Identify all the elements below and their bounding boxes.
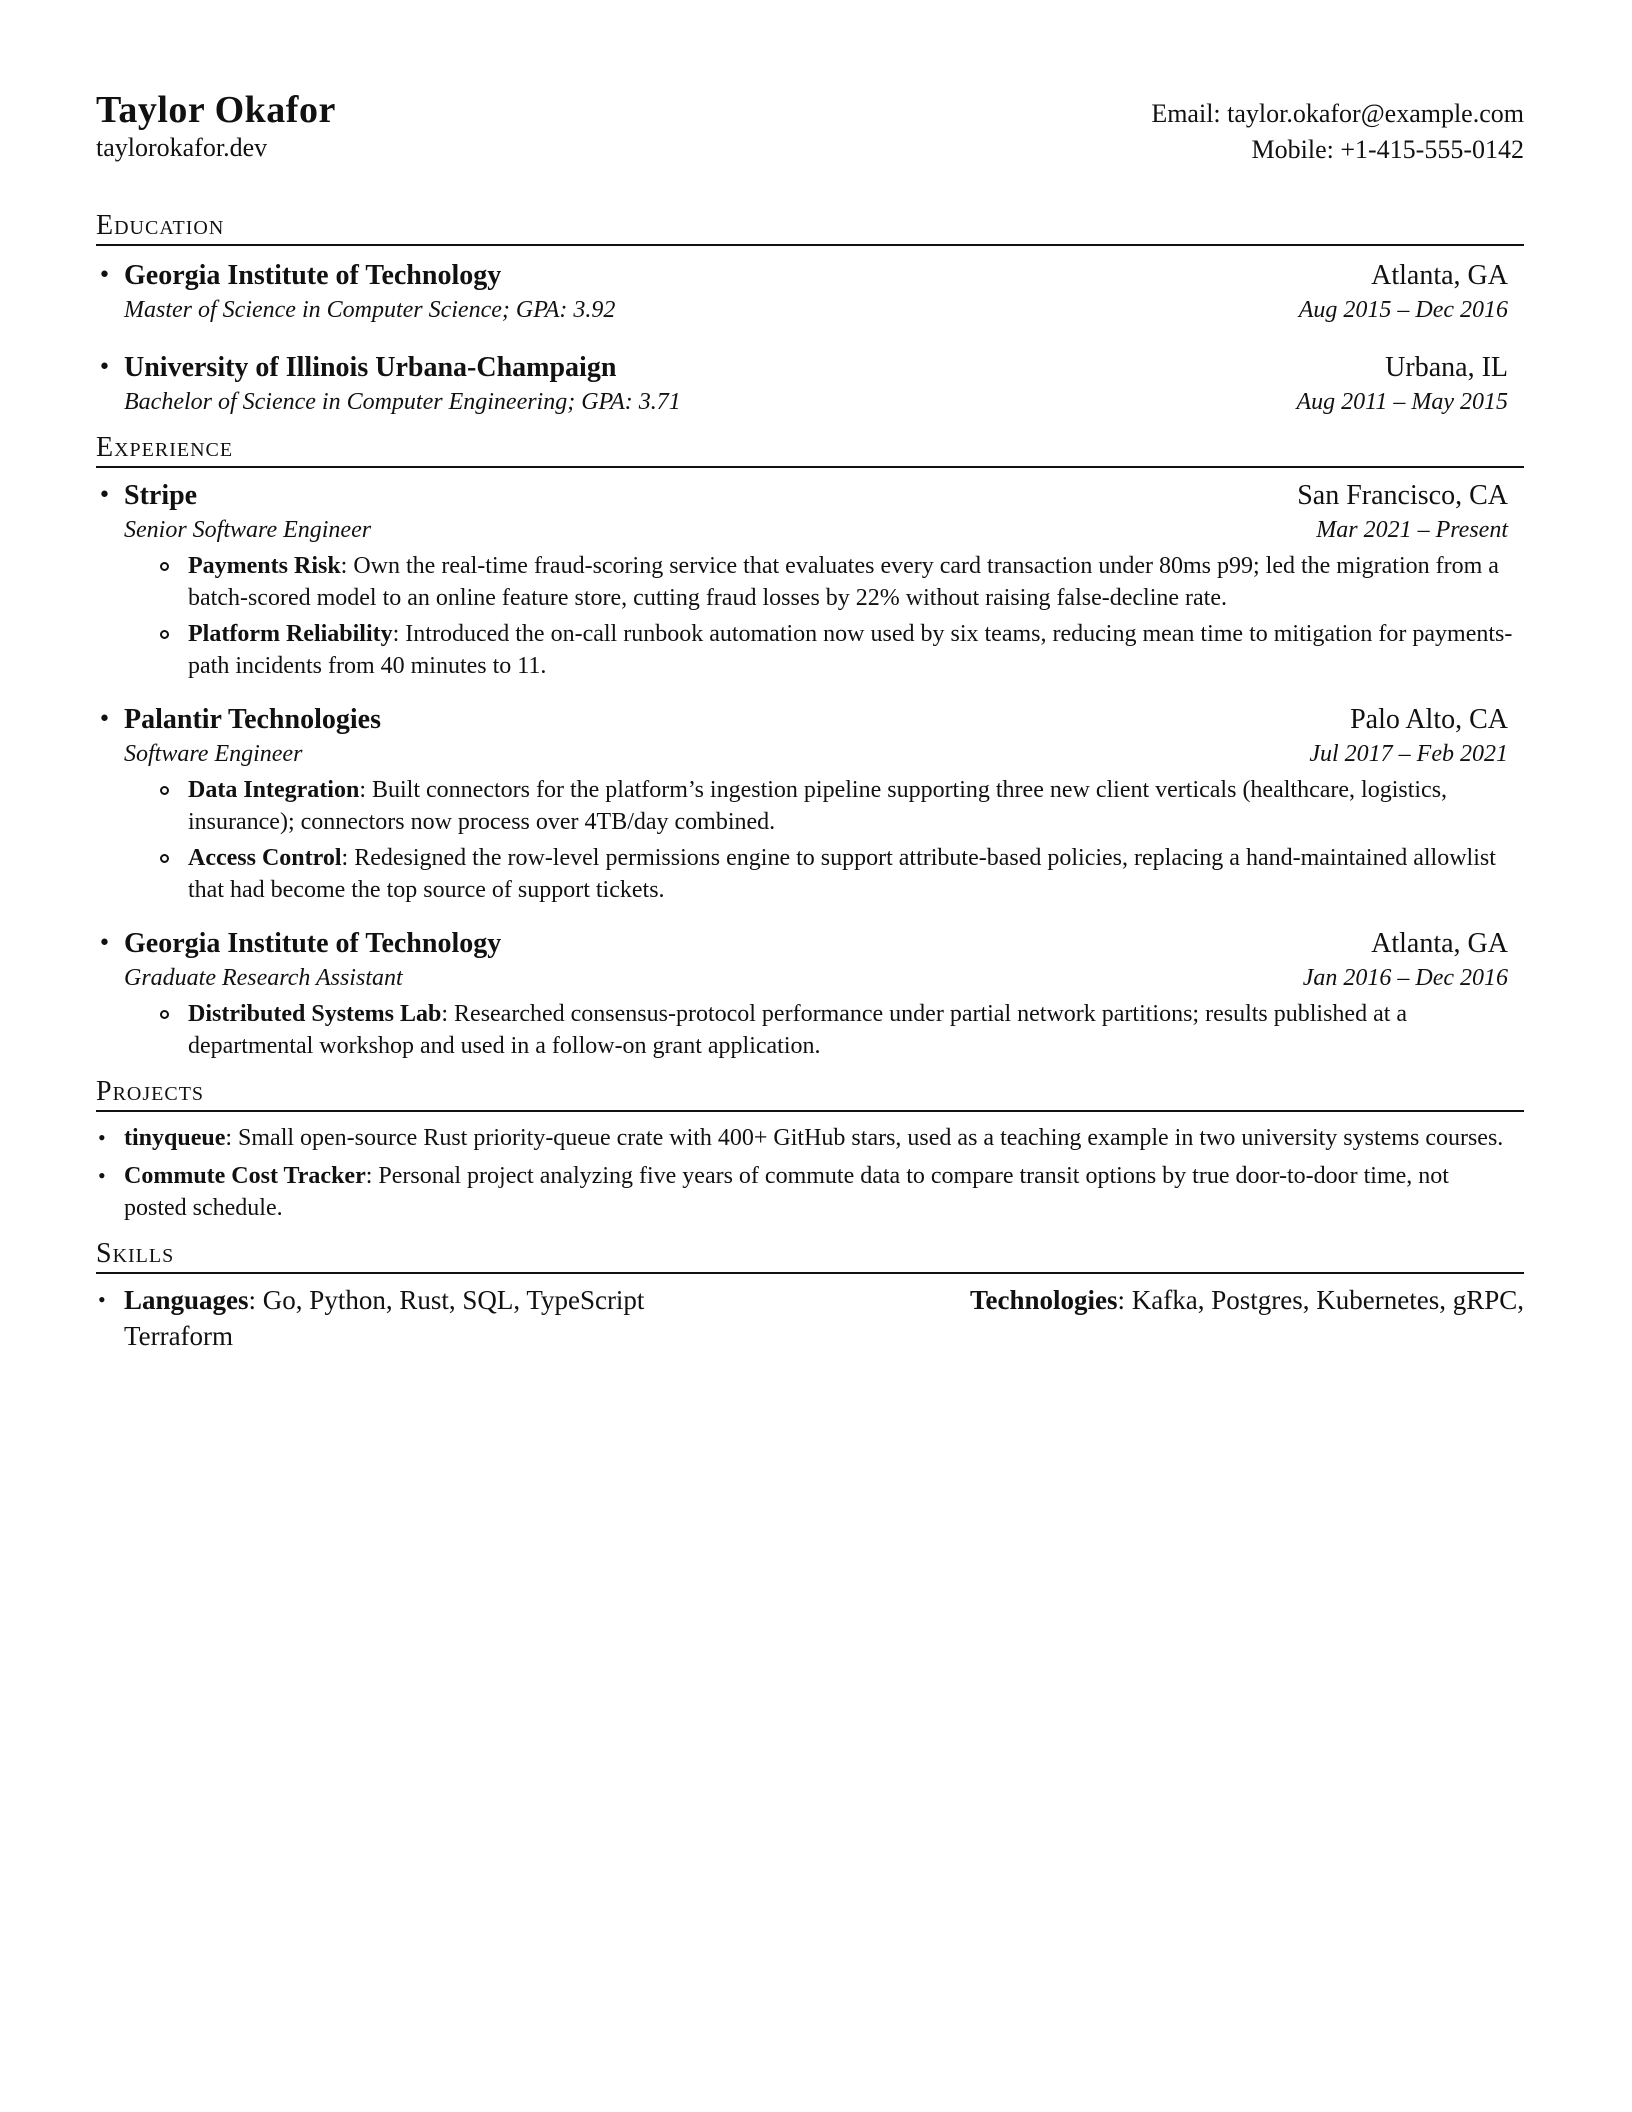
section-heading-projects: Projects xyxy=(96,1076,1524,1112)
achievement-list xyxy=(124,550,1513,682)
achievement-item xyxy=(160,998,1524,1062)
bullet-icon: • xyxy=(98,931,111,956)
date-range: Aug 2011 – May 2015 xyxy=(1296,389,1508,415)
experience-entry xyxy=(96,478,1524,682)
job-title: Senior Software Engineer xyxy=(124,517,372,543)
achievement-text: : Built connectors for the platform’s ingestion pipeline supporting three new client verticals (healthcare, logistics, insurance); connectors now process over 4TB/day combined. xyxy=(188,777,1448,835)
experience-entry xyxy=(96,926,1524,1062)
education-entry xyxy=(96,350,1524,418)
skills-item xyxy=(96,1282,1524,1354)
date-range: Jan 2016 – Dec 2016 xyxy=(1302,965,1508,991)
achievement-text: : Researched consensus-protocol performance under partial network partitions; results published at a departmental workshop and used in a follow-on grant application. xyxy=(188,1001,1408,1059)
candidate-name: Taylor Okafor xyxy=(96,89,336,131)
date-range: Aug 2015 – Dec 2016 xyxy=(1298,297,1508,323)
hollow-bullet-icon xyxy=(160,854,169,863)
technologies-label: Technologies xyxy=(970,1285,1118,1315)
school-name: University of Illinois Urbana-Champaign xyxy=(124,352,617,383)
school-name: Georgia Institute of Technology xyxy=(124,260,502,291)
bullet-icon: • xyxy=(98,263,111,288)
achievement-item xyxy=(160,550,1524,614)
company-name: Palantir Technologies xyxy=(124,704,381,735)
education-entry xyxy=(96,258,1524,326)
bullet-icon: • xyxy=(98,355,111,380)
mobile-line: Mobile: +1-415-555-0142 xyxy=(1251,135,1524,164)
section-heading-experience: Experience xyxy=(96,432,1524,468)
bullet-icon: • xyxy=(98,707,111,732)
hollow-bullet-icon xyxy=(160,786,169,795)
achievement-item xyxy=(160,842,1524,906)
company-name: Stripe xyxy=(124,480,198,511)
languages-list: : Go, Python, Rust, SQL, TypeScript xyxy=(248,1285,645,1315)
website-link[interactable]: taylorokafor.dev xyxy=(96,133,268,162)
school-location: Atlanta, GA xyxy=(1371,260,1508,291)
bullet-icon: • xyxy=(98,1163,106,1188)
experience-entry xyxy=(96,702,1524,906)
achievement-text: : Own the real-time fraud-scoring service that evaluates every card transaction under 80ms p99; led the migration from a batch-scored model to an online feature store, cutting fraud losses by 22% without raising false-decline rate. xyxy=(188,553,1499,611)
company-name: Georgia Institute of Technology xyxy=(124,928,502,959)
project-description: : Small open-source Rust priority-queue crate with 400+ GitHub stars, used as a teaching example in two university systems courses. xyxy=(225,1125,1504,1151)
resume-header xyxy=(96,90,1524,168)
hollow-bullet-icon xyxy=(160,562,169,571)
company-location: Palo Alto, CA xyxy=(1350,704,1508,735)
achievement-item xyxy=(160,774,1524,838)
experience-list xyxy=(96,478,1524,1062)
contact-block xyxy=(1151,96,1524,168)
school-location: Urbana, IL xyxy=(1385,352,1508,383)
resume-page xyxy=(96,90,1524,1354)
achievement-list xyxy=(124,774,1508,906)
languages-skill xyxy=(124,1282,644,1318)
achievement-text: : Introduced the on-call runbook automation now used by six teams, reducing mean time to mitigation for payments-path incidents from 40 minutes to 11. xyxy=(188,621,1513,679)
section-heading-education: Education xyxy=(96,210,1524,246)
degree-text: Master of Science in Computer Science; GPA: 3.92 xyxy=(124,297,616,323)
skills-list xyxy=(96,1282,1524,1354)
bullet-icon: • xyxy=(98,1287,106,1312)
hollow-bullet-icon xyxy=(160,1010,169,1019)
technologies-list: : Kafka, Postgres, Kubernetes, gRPC, xyxy=(1117,1285,1524,1315)
education-list xyxy=(96,258,1524,418)
degree-text: Bachelor of Science in Computer Engineering; GPA: 3.71 xyxy=(124,389,681,415)
email-line[interactable]: Email: taylor.okafor@example.com xyxy=(1151,99,1524,128)
project-item xyxy=(96,1160,1524,1224)
project-name: Commute Cost Tracker xyxy=(124,1163,366,1189)
job-title: Software Engineer xyxy=(124,741,303,767)
project-name: tinyqueue xyxy=(124,1125,226,1151)
company-location: San Francisco, CA xyxy=(1297,480,1508,511)
bullet-icon: • xyxy=(98,483,111,508)
languages-label: Languages xyxy=(124,1285,249,1315)
skills-overflow: Terraform xyxy=(124,1321,234,1351)
name-block xyxy=(96,90,336,164)
company-location: Atlanta, GA xyxy=(1371,928,1508,959)
achievement-text: : Redesigned the row-level permissions engine to support attribute-based policies, replacing a hand-maintained allowlist that had become the top source of support tickets. xyxy=(188,845,1496,903)
achievement-label: Platform Reliability xyxy=(188,621,393,647)
section-heading-skills: Skills xyxy=(96,1238,1524,1274)
achievement-label: Distributed Systems Lab xyxy=(188,1001,442,1027)
technologies-skill xyxy=(970,1282,1524,1318)
project-description: : Personal project analyzing five years of commute data to compare transit options by true door-to-door time, not posted schedule. xyxy=(124,1163,1449,1221)
bullet-icon: • xyxy=(98,1125,106,1150)
project-item xyxy=(96,1122,1524,1154)
projects-list xyxy=(96,1122,1524,1224)
achievement-item xyxy=(160,618,1524,682)
hollow-bullet-icon xyxy=(160,630,169,639)
achievement-list xyxy=(124,998,1508,1062)
achievement-label: Access Control xyxy=(188,845,342,871)
date-range: Jul 2017 – Feb 2021 xyxy=(1309,741,1508,767)
achievement-label: Data Integration xyxy=(188,777,360,803)
achievement-label: Payments Risk xyxy=(188,553,341,579)
date-range: Mar 2021 – Present xyxy=(1316,517,1508,543)
job-title: Graduate Research Assistant xyxy=(124,965,403,991)
